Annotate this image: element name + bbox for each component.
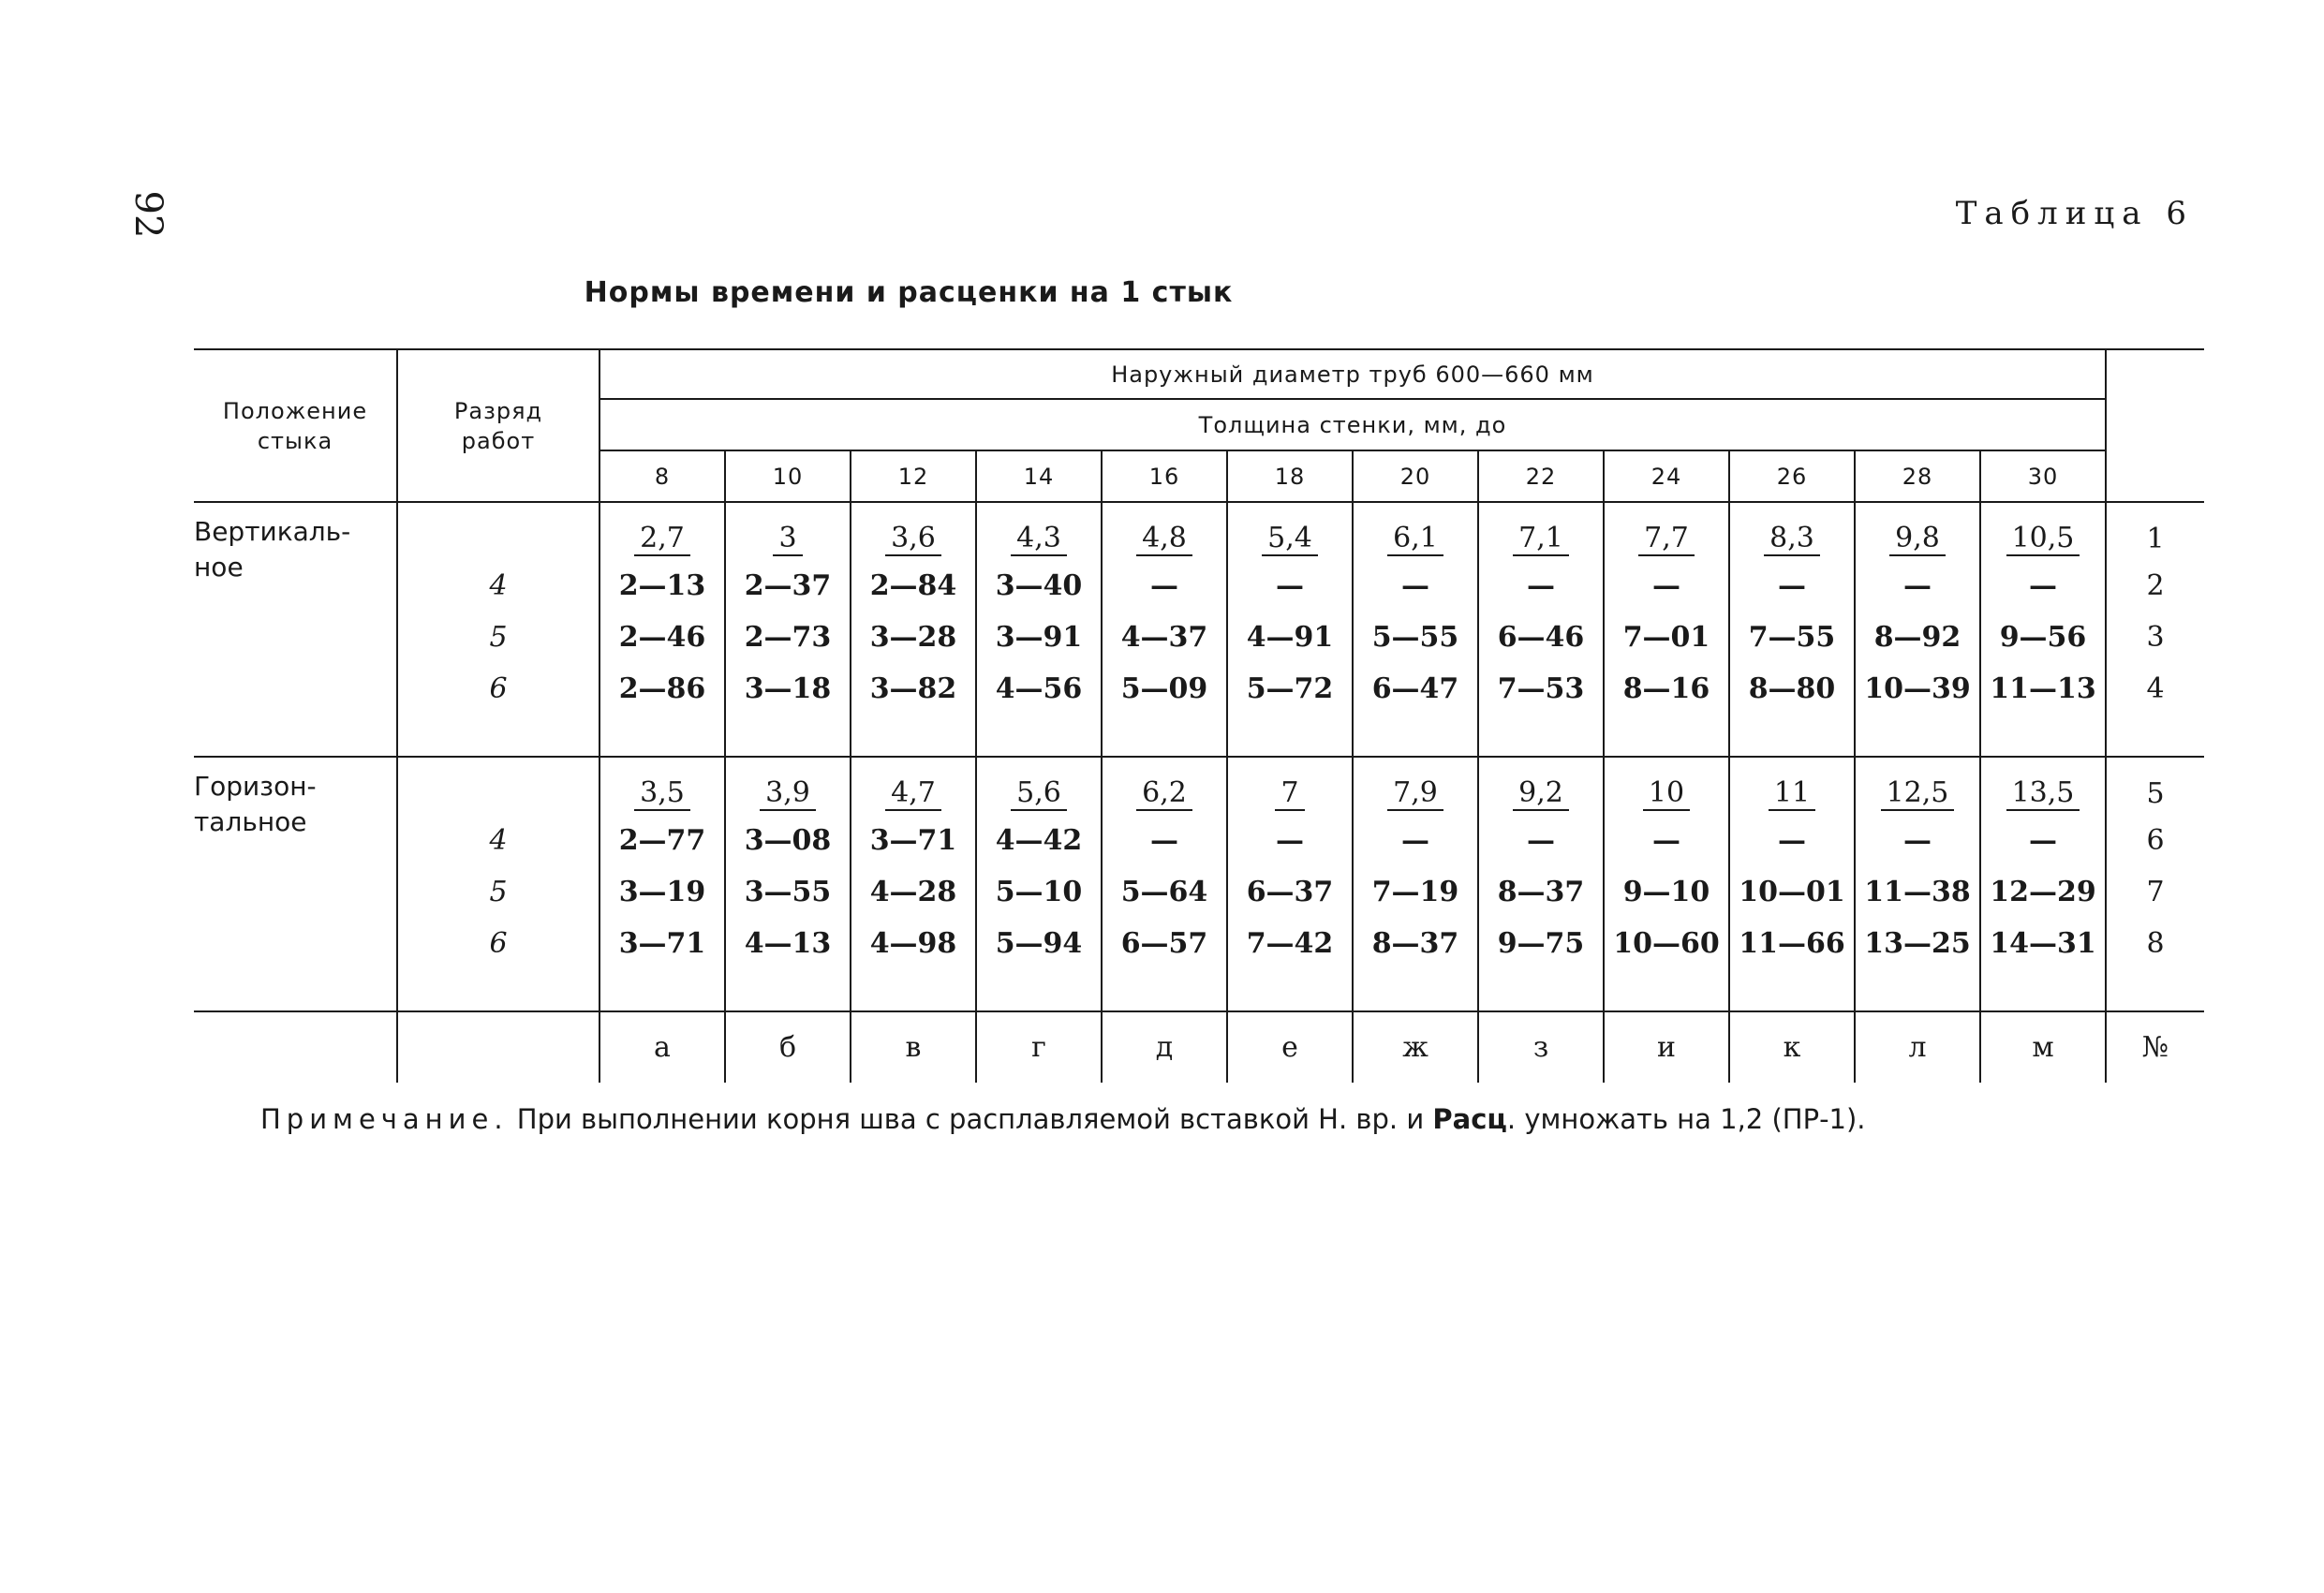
column-letter: ж bbox=[1354, 1012, 1479, 1083]
spacer bbox=[851, 758, 977, 773]
table-title: Нормы времени и расценки на 1 стык bbox=[584, 276, 1234, 309]
time-norm-cell bbox=[1730, 518, 1856, 560]
rate-cell: 2—73 bbox=[726, 612, 851, 663]
time-norm-value: 3,6 bbox=[885, 523, 941, 556]
spacer bbox=[398, 715, 600, 758]
rate-cell: 5—64 bbox=[1103, 866, 1228, 918]
table-note bbox=[260, 1103, 2228, 1135]
spacer bbox=[1103, 503, 1228, 518]
position-label bbox=[194, 758, 398, 1012]
spacer bbox=[1856, 758, 1981, 773]
rate-cell: 8—16 bbox=[1605, 663, 1730, 715]
spacer bbox=[600, 969, 726, 1012]
spacer bbox=[1981, 503, 2107, 518]
time-norm-value: 13,5 bbox=[2006, 777, 2080, 811]
time-norm-cell bbox=[726, 773, 851, 815]
spacer bbox=[1103, 758, 1228, 773]
column-letter: д bbox=[1103, 1012, 1228, 1083]
note-text-2: . умножать на 1,2 (ПР-1). bbox=[1506, 1103, 1866, 1135]
rate-cell: 2—84 bbox=[851, 560, 977, 612]
rate-cell: — bbox=[1981, 560, 2107, 612]
grade-value: 5 bbox=[398, 866, 600, 918]
spacer bbox=[1354, 969, 1479, 1012]
rate-cell: — bbox=[1856, 560, 1981, 612]
row-number: 8 bbox=[2146, 927, 2165, 960]
rate-cell: 4—56 bbox=[977, 663, 1103, 715]
spacer bbox=[600, 503, 726, 518]
position-header-line: стыка bbox=[257, 427, 333, 454]
position-label bbox=[194, 503, 398, 758]
rate-cell: 4—13 bbox=[726, 918, 851, 969]
grade-header bbox=[398, 348, 600, 503]
time-norm-cell bbox=[1856, 518, 1981, 560]
rate-cell: — bbox=[1730, 560, 1856, 612]
rate-cell: 5—94 bbox=[977, 918, 1103, 969]
spacer bbox=[1856, 969, 1981, 1012]
time-norm-cell bbox=[851, 773, 977, 815]
time-norm-cell bbox=[1605, 773, 1730, 815]
rate-cell: 7—55 bbox=[1730, 612, 1856, 663]
spacer bbox=[2107, 715, 2204, 758]
spacer bbox=[1479, 503, 1605, 518]
time-norm-value: 6,1 bbox=[1387, 523, 1443, 556]
spacer bbox=[977, 758, 1103, 773]
column-letter: и bbox=[1605, 1012, 1730, 1083]
spacer bbox=[1605, 969, 1730, 1012]
time-norm-value: 12,5 bbox=[1881, 777, 1955, 811]
spacer bbox=[398, 503, 600, 518]
rate-cell: 7—19 bbox=[1354, 866, 1479, 918]
spacer bbox=[1981, 715, 2107, 758]
row-number: 4 bbox=[2146, 672, 2165, 705]
time-norm-value: 6,2 bbox=[1136, 777, 1192, 811]
spacer bbox=[398, 758, 600, 773]
rate-cell: 5—55 bbox=[1354, 612, 1479, 663]
spacer bbox=[1730, 969, 1856, 1012]
rate-cell: 10—39 bbox=[1856, 663, 1981, 715]
rate-cell: 2—13 bbox=[600, 560, 726, 612]
time-norm-cell bbox=[977, 773, 1103, 815]
note-bold-word: Расц bbox=[1432, 1103, 1507, 1135]
spacer bbox=[1354, 503, 1479, 518]
spacer bbox=[1354, 715, 1479, 758]
rate-cell: — bbox=[1354, 815, 1479, 866]
spacer bbox=[1856, 503, 1981, 518]
row-number: 5 bbox=[2146, 777, 2165, 810]
time-norm-cell bbox=[1228, 518, 1354, 560]
time-norm-value: 8,3 bbox=[1764, 523, 1820, 556]
spacer bbox=[1479, 758, 1605, 773]
time-norm-cell bbox=[600, 518, 726, 560]
spacer bbox=[398, 969, 600, 1012]
position-header bbox=[194, 348, 398, 503]
row-number: 1 bbox=[2146, 523, 2165, 555]
time-norm-cell bbox=[1354, 518, 1479, 560]
column-letter: з bbox=[1479, 1012, 1605, 1083]
spacer bbox=[1354, 758, 1479, 773]
row-number-header bbox=[2107, 348, 2204, 503]
wall-thickness-header: Толщина стенки, мм, до bbox=[600, 400, 2107, 451]
rate-cell: 9—56 bbox=[1981, 612, 2107, 663]
spacer bbox=[1730, 758, 1856, 773]
spacer bbox=[1103, 969, 1228, 1012]
spacer bbox=[1856, 715, 1981, 758]
grade-header-line: работ bbox=[461, 427, 536, 454]
time-norm-value: 4,7 bbox=[885, 777, 941, 811]
rate-cell: 3—18 bbox=[726, 663, 851, 715]
rate-cell: 4—28 bbox=[851, 866, 977, 918]
column-letter: м bbox=[1981, 1012, 2107, 1083]
rate-cell: 5—72 bbox=[1228, 663, 1354, 715]
time-norm-value: 9,8 bbox=[1889, 523, 1946, 556]
time-norm-value: 10 bbox=[1643, 777, 1690, 811]
time-norm-value: 7,9 bbox=[1387, 777, 1443, 811]
position-label-line: ное bbox=[194, 552, 244, 583]
spacer bbox=[1605, 503, 1730, 518]
spacer bbox=[1228, 503, 1354, 518]
time-norm-cell bbox=[1103, 773, 1228, 815]
spacer bbox=[977, 715, 1103, 758]
row-number: 6 bbox=[2146, 824, 2165, 857]
rate-cell: 3—19 bbox=[600, 866, 726, 918]
rate-cell: 4—91 bbox=[1228, 612, 1354, 663]
rate-cell: 5—09 bbox=[1103, 663, 1228, 715]
spacer bbox=[851, 503, 977, 518]
grade-value: 4 bbox=[398, 560, 600, 612]
grade-value: 5 bbox=[398, 612, 600, 663]
spacer bbox=[600, 715, 726, 758]
rate-cell: — bbox=[1479, 815, 1605, 866]
rate-cell: 8—80 bbox=[1730, 663, 1856, 715]
spacer bbox=[851, 715, 977, 758]
grade-empty bbox=[398, 518, 600, 560]
rate-cell: 10—60 bbox=[1605, 918, 1730, 969]
rate-cell: 7—42 bbox=[1228, 918, 1354, 969]
spacer bbox=[1479, 969, 1605, 1012]
grade-value: 6 bbox=[398, 918, 600, 969]
thickness-value: 16 bbox=[1103, 451, 1228, 503]
rate-cell: 13—25 bbox=[1856, 918, 1981, 969]
thickness-value: 20 bbox=[1354, 451, 1479, 503]
spacer bbox=[1605, 758, 1730, 773]
note-label: Примечание. bbox=[260, 1103, 509, 1135]
rate-cell: — bbox=[1228, 815, 1354, 866]
time-norm-value: 10,5 bbox=[2006, 523, 2080, 556]
thickness-value: 28 bbox=[1856, 451, 1981, 503]
thickness-value: 8 bbox=[600, 451, 726, 503]
time-norm-value: 5,4 bbox=[1262, 523, 1318, 556]
spacer bbox=[1103, 715, 1228, 758]
rate-cell: 2—46 bbox=[600, 612, 726, 663]
number-sign: № bbox=[2141, 1031, 2169, 1064]
column-letter: л bbox=[1856, 1012, 1981, 1083]
time-norm-cell bbox=[1103, 518, 1228, 560]
rate-cell: 3—28 bbox=[851, 612, 977, 663]
letters-empty bbox=[398, 1012, 600, 1083]
table-label: Таблица 6 bbox=[1955, 195, 2194, 232]
thickness-value: 24 bbox=[1605, 451, 1730, 503]
rate-cell: — bbox=[1479, 560, 1605, 612]
rate-cell: 2—77 bbox=[600, 815, 726, 866]
rate-cell: — bbox=[1605, 560, 1730, 612]
spacer bbox=[726, 758, 851, 773]
time-norm-value: 11 bbox=[1769, 777, 1815, 811]
rate-cell: 7—01 bbox=[1605, 612, 1730, 663]
time-norm-cell bbox=[1605, 518, 1730, 560]
spacer bbox=[1479, 715, 1605, 758]
spacer bbox=[2107, 503, 2204, 518]
spacer bbox=[2107, 969, 2204, 1012]
time-norm-cell bbox=[1479, 773, 1605, 815]
rate-cell: 9—75 bbox=[1479, 918, 1605, 969]
spacer bbox=[600, 758, 726, 773]
rate-cell: 3—55 bbox=[726, 866, 851, 918]
grade-value: 4 bbox=[398, 815, 600, 866]
letters-empty bbox=[194, 1012, 398, 1083]
rate-cell: 3—08 bbox=[726, 815, 851, 866]
spacer bbox=[1228, 715, 1354, 758]
time-norm-value: 7 bbox=[1275, 777, 1304, 811]
time-norm-value: 3 bbox=[773, 523, 802, 556]
thickness-value: 12 bbox=[851, 451, 977, 503]
column-letter: в bbox=[851, 1012, 977, 1083]
rate-cell: — bbox=[1103, 815, 1228, 866]
thickness-value: 14 bbox=[977, 451, 1103, 503]
thickness-value: 30 bbox=[1981, 451, 2107, 503]
note-text-1: При выполнении корня шва с расплавляемой вставкой Н. вр. и bbox=[508, 1103, 1433, 1135]
grade-header-line: Разряд bbox=[453, 397, 543, 424]
time-norm-cell bbox=[1981, 518, 2107, 560]
time-norm-value: 5,6 bbox=[1011, 777, 1067, 811]
time-norm-value: 9,2 bbox=[1513, 777, 1569, 811]
rate-cell: 6—37 bbox=[1228, 866, 1354, 918]
outer-diameter-header: Наружный диаметр труб 600—660 мм bbox=[600, 348, 2107, 400]
column-letter: к bbox=[1730, 1012, 1856, 1083]
spacer bbox=[726, 969, 851, 1012]
rate-cell: 7—53 bbox=[1479, 663, 1605, 715]
thickness-value: 22 bbox=[1479, 451, 1605, 503]
spacer bbox=[2107, 758, 2204, 773]
time-norm-value: 4,8 bbox=[1136, 523, 1192, 556]
position-header-line: Положение bbox=[222, 397, 368, 424]
time-norm-value: 3,9 bbox=[760, 777, 816, 811]
grade-empty bbox=[398, 773, 600, 815]
position-label-text bbox=[194, 769, 317, 840]
position-label-line: Вертикаль- bbox=[194, 516, 351, 547]
spacer bbox=[977, 969, 1103, 1012]
rate-cell: 14—31 bbox=[1981, 918, 2107, 969]
rate-cell: 6—47 bbox=[1354, 663, 1479, 715]
rate-cell: 3—91 bbox=[977, 612, 1103, 663]
spacer bbox=[1981, 758, 2107, 773]
rate-cell: 5—10 bbox=[977, 866, 1103, 918]
column-letter: г bbox=[977, 1012, 1103, 1083]
time-norm-cell bbox=[726, 518, 851, 560]
rate-cell: 3—82 bbox=[851, 663, 977, 715]
rate-cell: — bbox=[1605, 815, 1730, 866]
row-number: 7 bbox=[2146, 876, 2165, 908]
rate-cell: 2—86 bbox=[600, 663, 726, 715]
spacer bbox=[977, 503, 1103, 518]
rate-cell: — bbox=[1228, 560, 1354, 612]
column-letter: а bbox=[600, 1012, 726, 1083]
spacer bbox=[1228, 969, 1354, 1012]
thickness-value: 10 bbox=[726, 451, 851, 503]
thickness-value: 26 bbox=[1730, 451, 1856, 503]
rate-cell: 3—40 bbox=[977, 560, 1103, 612]
rate-cell: — bbox=[1730, 815, 1856, 866]
column-letter: е bbox=[1228, 1012, 1354, 1083]
rate-cell: — bbox=[1354, 560, 1479, 612]
time-norm-value: 7,1 bbox=[1513, 523, 1569, 556]
spacer bbox=[726, 715, 851, 758]
rate-cell: — bbox=[1981, 815, 2107, 866]
spacer bbox=[1228, 758, 1354, 773]
rate-cell: 6—46 bbox=[1479, 612, 1605, 663]
page-number: 92 bbox=[126, 190, 170, 239]
time-norm-cell bbox=[1354, 773, 1479, 815]
time-norm-cell bbox=[977, 518, 1103, 560]
rate-cell: 11—38 bbox=[1856, 866, 1981, 918]
column-letter: б bbox=[726, 1012, 851, 1083]
rate-cell: 4—37 bbox=[1103, 612, 1228, 663]
position-label-text bbox=[194, 514, 350, 585]
rate-cell: 8—92 bbox=[1856, 612, 1981, 663]
rate-cell: 12—29 bbox=[1981, 866, 2107, 918]
rate-cell: 11—13 bbox=[1981, 663, 2107, 715]
time-norm-value: 3,5 bbox=[634, 777, 690, 811]
spacer bbox=[726, 503, 851, 518]
row-number: 2 bbox=[2146, 569, 2165, 602]
rate-cell: 9—10 bbox=[1605, 866, 1730, 918]
spacer bbox=[851, 969, 977, 1012]
rate-cell: 8—37 bbox=[1354, 918, 1479, 969]
time-norm-cell bbox=[1479, 518, 1605, 560]
rate-cell: 4—42 bbox=[977, 815, 1103, 866]
spacer bbox=[1605, 715, 1730, 758]
time-norm-cell bbox=[851, 518, 977, 560]
rate-cell: 6—57 bbox=[1103, 918, 1228, 969]
time-norm-cell bbox=[1228, 773, 1354, 815]
rate-cell: — bbox=[1103, 560, 1228, 612]
grade-value: 6 bbox=[398, 663, 600, 715]
row-number: 3 bbox=[2146, 621, 2165, 654]
position-label-line: Горизон- bbox=[194, 771, 317, 802]
rate-cell: 10—01 bbox=[1730, 866, 1856, 918]
time-norm-cell bbox=[1856, 773, 1981, 815]
spacer bbox=[1730, 503, 1856, 518]
position-label-line: тальное bbox=[194, 806, 307, 837]
rate-cell: 4—98 bbox=[851, 918, 977, 969]
spacer bbox=[1730, 715, 1856, 758]
time-norm-cell bbox=[600, 773, 726, 815]
rate-cell: 3—71 bbox=[851, 815, 977, 866]
rate-cell: 3—71 bbox=[600, 918, 726, 969]
thickness-value: 18 bbox=[1228, 451, 1354, 503]
time-norm-value: 2,7 bbox=[634, 523, 690, 556]
rate-cell: 8—37 bbox=[1479, 866, 1605, 918]
rate-cell: 11—66 bbox=[1730, 918, 1856, 969]
time-norm-cell bbox=[1981, 773, 2107, 815]
rate-cell: 2—37 bbox=[726, 560, 851, 612]
spacer bbox=[1981, 969, 2107, 1012]
rate-cell: — bbox=[1856, 815, 1981, 866]
norms-table bbox=[194, 348, 2201, 1064]
time-norm-value: 4,3 bbox=[1011, 523, 1067, 556]
time-norm-value: 7,7 bbox=[1638, 523, 1695, 556]
time-norm-cell bbox=[1730, 773, 1856, 815]
